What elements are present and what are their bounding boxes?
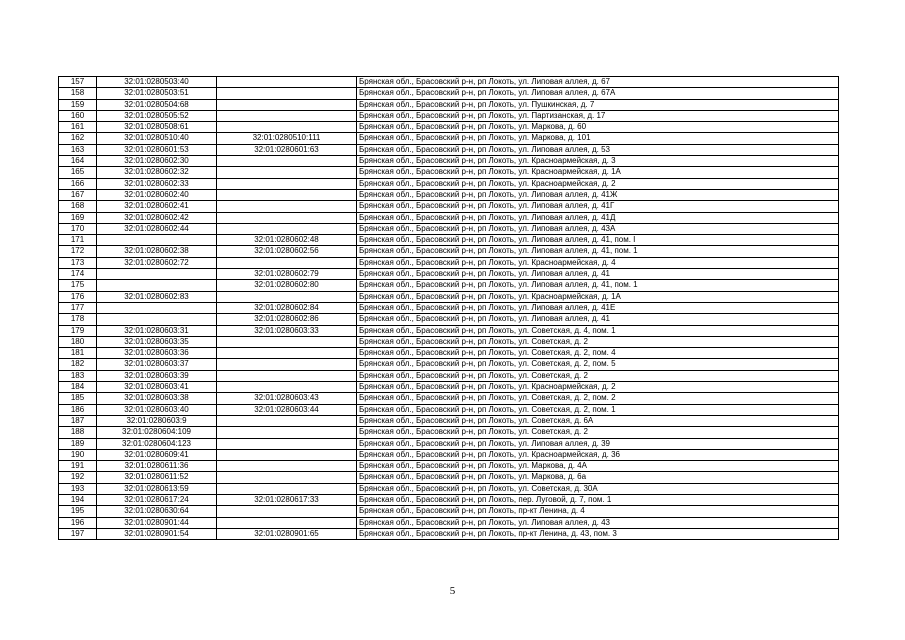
included-object-cell (217, 427, 357, 438)
table-row (59, 122, 839, 133)
included-object-cell: 32:01:0280603:43 (217, 393, 357, 404)
page-number: 5 (449, 585, 456, 597)
cadastral-number-cell: 32:01:0280901:54 (97, 528, 217, 539)
cadastral-number-cell: 32:01:0280602:42 (97, 212, 217, 223)
address-cell: Брянская обл., Брасовский р-н, рп Локоть, ул. Липовая аллея, д. 41Д (357, 212, 839, 223)
row-number-cell: 158 (59, 88, 97, 99)
row-number-cell: 174 (59, 269, 97, 280)
included-object-cell (217, 88, 357, 99)
row-number-cell: 171 (59, 235, 97, 246)
address-cell: Брянская обл., Брасовский р-н, рп Локоть, ул. Липовая аллея, д. 41Е (357, 302, 839, 313)
cadastral-number-cell: 32:01:0280901:44 (97, 517, 217, 528)
included-object-cell (217, 201, 357, 212)
included-object-cell (217, 291, 357, 302)
included-object-cell (217, 382, 357, 393)
included-object-cell (217, 359, 357, 370)
table-row (59, 269, 839, 280)
included-object-cell (217, 223, 357, 234)
table-row (59, 483, 839, 494)
table-row (59, 167, 839, 178)
row-number-cell: 181 (59, 348, 97, 359)
included-object-cell: 32:01:0280602:56 (217, 246, 357, 257)
included-object-cell (217, 438, 357, 449)
table-row (59, 246, 839, 257)
address-cell: Брянская обл., Брасовский р-н, рп Локоть, ул. Липовая аллея, д. 39 (357, 438, 839, 449)
row-number-cell: 184 (59, 382, 97, 393)
table-row (59, 212, 839, 223)
address-cell: Брянская обл., Брасовский р-н, рп Локоть, ул. Советская, д. 4, пом. 1 (357, 325, 839, 336)
table-row (59, 370, 839, 381)
row-number-cell: 186 (59, 404, 97, 415)
row-number-cell: 178 (59, 314, 97, 325)
included-object-cell (217, 472, 357, 483)
included-object-cell (217, 99, 357, 110)
row-number-cell: 163 (59, 144, 97, 155)
address-cell: Брянская обл., Брасовский р-н, рп Локоть, ул. Липовая аллея, д. 41Г (357, 201, 839, 212)
cadastral-number-cell: 32:01:0280609:41 (97, 449, 217, 460)
row-number-cell: 175 (59, 280, 97, 291)
row-number-cell: 157 (59, 77, 97, 88)
table-row (59, 415, 839, 426)
table-row (59, 325, 839, 336)
address-cell: Брянская обл., Брасовский р-н, рп Локоть, ул. Партизанская, д. 17 (357, 110, 839, 121)
row-number-cell: 185 (59, 393, 97, 404)
address-cell: Брянская обл., Брасовский р-н, рп Локоть, ул. Советская, д. 2 (357, 336, 839, 347)
row-number-cell: 180 (59, 336, 97, 347)
cadastral-number-cell: 32:01:0280602:38 (97, 246, 217, 257)
cadastral-number-cell: 32:01:0280602:33 (97, 178, 217, 189)
included-object-cell: 32:01:0280601:63 (217, 144, 357, 155)
included-object-cell: 32:01:0280603:33 (217, 325, 357, 336)
cadastral-number-cell: 32:01:0280601:53 (97, 144, 217, 155)
cadastral-number-cell: 32:01:0280613:59 (97, 483, 217, 494)
address-cell: Брянская обл., Брасовский р-н, рп Локоть, ул. Советская, д. 2 (357, 370, 839, 381)
address-cell: Брянская обл., Брасовский р-н, рп Локоть, ул. Липовая аллея, д. 67А (357, 88, 839, 99)
row-number-cell: 193 (59, 483, 97, 494)
included-object-cell (217, 178, 357, 189)
row-number-cell: 182 (59, 359, 97, 370)
address-cell: Брянская обл., Брасовский р-н, рп Локоть, ул. Советская, д. 2, пом. 1 (357, 404, 839, 415)
included-object-cell (217, 517, 357, 528)
included-object-cell (217, 122, 357, 133)
address-cell: Брянская обл., Брасовский р-н, рп Локоть, ул. Маркова, д. 60 (357, 122, 839, 133)
cadastral-number-cell: 32:01:0280611:52 (97, 472, 217, 483)
row-number-cell: 196 (59, 517, 97, 528)
address-cell: Брянская обл., Брасовский р-н, рп Локоть, ул. Советская, д. 30А (357, 483, 839, 494)
row-number-cell: 176 (59, 291, 97, 302)
row-number-cell: 166 (59, 178, 97, 189)
included-object-cell (217, 370, 357, 381)
cadastral-number-cell: 32:01:0280602:44 (97, 223, 217, 234)
row-number-cell: 195 (59, 506, 97, 517)
included-object-cell (217, 506, 357, 517)
included-object-cell (217, 348, 357, 359)
table-row (59, 133, 839, 144)
row-number-cell: 189 (59, 438, 97, 449)
cadastral-number-cell (97, 269, 217, 280)
included-object-cell: 32:01:0280617:33 (217, 494, 357, 505)
table-row (59, 302, 839, 313)
table-row (59, 257, 839, 268)
cadastral-number-cell: 32:01:0280603:35 (97, 336, 217, 347)
registry-table (58, 76, 839, 540)
address-cell: Брянская обл., Брасовский р-н, рп Локоть, ул. Советская, д. 2, пом. 4 (357, 348, 839, 359)
table-row (59, 201, 839, 212)
cadastral-number-cell (97, 235, 217, 246)
address-cell: Брянская обл., Брасовский р-н, рп Локоть, ул. Липовая аллея, д. 53 (357, 144, 839, 155)
table-row (59, 88, 839, 99)
cadastral-number-cell: 32:01:0280503:51 (97, 88, 217, 99)
cadastral-number-cell: 32:01:0280603:9 (97, 415, 217, 426)
cadastral-number-cell: 32:01:0280603:37 (97, 359, 217, 370)
row-number-cell: 188 (59, 427, 97, 438)
table-row (59, 427, 839, 438)
row-number-cell: 165 (59, 167, 97, 178)
cadastral-number-cell: 32:01:0280504:68 (97, 99, 217, 110)
address-cell: Брянская обл., Брасовский р-н, рп Локоть, ул. Красноармейская, д. 1А (357, 167, 839, 178)
cadastral-number-cell: 32:01:0280602:30 (97, 156, 217, 167)
table-row (59, 382, 839, 393)
address-cell: Брянская обл., Брасовский р-н, рп Локоть, пр-кт Ленина, д. 4 (357, 506, 839, 517)
included-object-cell: 32:01:0280602:79 (217, 269, 357, 280)
row-number-cell: 170 (59, 223, 97, 234)
row-number-cell: 192 (59, 472, 97, 483)
included-object-cell: 32:01:0280602:48 (217, 235, 357, 246)
included-object-cell (217, 415, 357, 426)
table-row (59, 348, 839, 359)
cadastral-number-cell: 32:01:0280603:38 (97, 393, 217, 404)
included-object-cell (217, 77, 357, 88)
table-row (59, 472, 839, 483)
row-number-cell: 194 (59, 494, 97, 505)
row-number-cell: 173 (59, 257, 97, 268)
cadastral-number-cell: 32:01:0280505:52 (97, 110, 217, 121)
address-cell: Брянская обл., Брасовский р-н, рп Локоть, ул. Липовая аллея, д. 67 (357, 77, 839, 88)
address-cell: Брянская обл., Брасовский р-н, рп Локоть, ул. Советская, д. 6А (357, 415, 839, 426)
table-row (59, 449, 839, 460)
table-row (59, 77, 839, 88)
included-object-cell: 32:01:0280602:86 (217, 314, 357, 325)
table-row (59, 506, 839, 517)
address-cell: Брянская обл., Брасовский р-н, рп Локоть, ул. Красноармейская, д. 1А (357, 291, 839, 302)
cadastral-number-cell: 32:01:0280508:61 (97, 122, 217, 133)
row-number-cell: 179 (59, 325, 97, 336)
cadastral-number-cell: 32:01:0280630:64 (97, 506, 217, 517)
table-row (59, 235, 839, 246)
registry-table-body (59, 77, 839, 540)
cadastral-number-cell: 32:01:0280603:39 (97, 370, 217, 381)
cadastral-number-cell: 32:01:0280602:83 (97, 291, 217, 302)
table-row (59, 99, 839, 110)
address-cell: Брянская обл., Брасовский р-н, рп Локоть, ул. Советская, д. 2, пом. 2 (357, 393, 839, 404)
table-row (59, 144, 839, 155)
address-cell: Брянская обл., Брасовский р-н, рп Локоть, ул. Липовая аллея, д. 41, пом. I (357, 235, 839, 246)
address-cell: Брянская обл., Брасовский р-н, рп Локоть, ул. Липовая аллея, д. 41, пом. 1 (357, 246, 839, 257)
included-object-cell (217, 189, 357, 200)
cadastral-number-cell: 32:01:0280602:32 (97, 167, 217, 178)
cadastral-number-cell: 32:01:0280602:41 (97, 201, 217, 212)
included-object-cell (217, 212, 357, 223)
included-object-cell: 32:01:0280602:80 (217, 280, 357, 291)
address-cell: Брянская обл., Брасовский р-н, рп Локоть, ул. Маркова, д. 6а (357, 472, 839, 483)
table-row (59, 178, 839, 189)
table-row (59, 461, 839, 472)
included-object-cell (217, 336, 357, 347)
row-number-cell: 183 (59, 370, 97, 381)
table-row (59, 156, 839, 167)
included-object-cell (217, 167, 357, 178)
row-number-cell: 162 (59, 133, 97, 144)
row-number-cell: 161 (59, 122, 97, 133)
row-number-cell: 160 (59, 110, 97, 121)
address-cell: Брянская обл., Брасовский р-н, рп Локоть, ул. Липовая аллея, д. 41, пом. 1 (357, 280, 839, 291)
table-row (59, 438, 839, 449)
cadastral-number-cell: 32:01:0280604:123 (97, 438, 217, 449)
table-row (59, 359, 839, 370)
row-number-cell: 177 (59, 302, 97, 313)
address-cell: Брянская обл., Брасовский р-н, рп Локоть, ул. Маркова, д. 4А (357, 461, 839, 472)
included-object-cell: 32:01:0280510:111 (217, 133, 357, 144)
included-object-cell (217, 461, 357, 472)
included-object-cell (217, 257, 357, 268)
address-cell: Брянская обл., Брасовский р-н, рп Локоть, ул. Липовая аллея, д. 41 (357, 314, 839, 325)
address-cell: Брянская обл., Брасовский р-н, рп Локоть, ул. Пушкинская, д. 7 (357, 99, 839, 110)
table-row (59, 280, 839, 291)
included-object-cell (217, 483, 357, 494)
cadastral-number-cell: 32:01:0280603:36 (97, 348, 217, 359)
included-object-cell (217, 449, 357, 460)
cadastral-number-cell: 32:01:0280617:24 (97, 494, 217, 505)
address-cell: Брянская обл., Брасовский р-н, рп Локоть, пр-кт Ленина, д. 43, пом. 3 (357, 528, 839, 539)
included-object-cell (217, 110, 357, 121)
table-row (59, 223, 839, 234)
address-cell: Брянская обл., Брасовский р-н, рп Локоть, ул. Липовая аллея, д. 41 (357, 269, 839, 280)
address-cell: Брянская обл., Брасовский р-н, рп Локоть, ул. Красноармейская, д. 3 (357, 156, 839, 167)
cadastral-number-cell: 32:01:0280510:40 (97, 133, 217, 144)
table-row (59, 393, 839, 404)
table-row (59, 314, 839, 325)
address-cell: Брянская обл., Брасовский р-н, рп Локоть, ул. Липовая аллея, д. 41Ж (357, 189, 839, 200)
address-cell: Брянская обл., Брасовский р-н, рп Локоть, ул. Липовая аллея, д. 43А (357, 223, 839, 234)
included-object-cell (217, 156, 357, 167)
cadastral-number-cell (97, 314, 217, 325)
table-row (59, 291, 839, 302)
table-row (59, 336, 839, 347)
address-cell: Брянская обл., Брасовский р-н, рп Локоть, ул. Красноармейская, д. 36 (357, 449, 839, 460)
cadastral-number-cell (97, 302, 217, 313)
row-number-cell: 197 (59, 528, 97, 539)
address-cell: Брянская обл., Брасовский р-н, рп Локоть, ул. Маркова, д. 101 (357, 133, 839, 144)
included-object-cell: 32:01:0280602:84 (217, 302, 357, 313)
row-number-cell: 168 (59, 201, 97, 212)
included-object-cell: 32:01:0280901:65 (217, 528, 357, 539)
cadastral-number-cell: 32:01:0280611:36 (97, 461, 217, 472)
table-row (59, 528, 839, 539)
cadastral-number-cell: 32:01:0280603:41 (97, 382, 217, 393)
address-cell: Брянская обл., Брасовский р-н, рп Локоть, ул. Липовая аллея, д. 43 (357, 517, 839, 528)
address-cell: Брянская обл., Брасовский р-н, рп Локоть, ул. Красноармейская, д. 2 (357, 382, 839, 393)
address-cell: Брянская обл., Брасовский р-н, рп Локоть, ул. Красноармейская, д. 4 (357, 257, 839, 268)
row-number-cell: 169 (59, 212, 97, 223)
address-cell: Брянская обл., Брасовский р-н, рп Локоть, ул. Советская, д. 2 (357, 427, 839, 438)
cadastral-number-cell: 32:01:0280602:72 (97, 257, 217, 268)
cadastral-number-cell: 32:01:0280503:40 (97, 77, 217, 88)
row-number-cell: 172 (59, 246, 97, 257)
cadastral-number-cell (97, 280, 217, 291)
cadastral-number-cell: 32:01:0280603:31 (97, 325, 217, 336)
row-number-cell: 190 (59, 449, 97, 460)
table-row (59, 110, 839, 121)
row-number-cell: 191 (59, 461, 97, 472)
cadastral-number-cell: 32:01:0280602:40 (97, 189, 217, 200)
included-object-cell: 32:01:0280603:44 (217, 404, 357, 415)
table-row (59, 189, 839, 200)
row-number-cell: 159 (59, 99, 97, 110)
table-row (59, 494, 839, 505)
address-cell: Брянская обл., Брасовский р-н, рп Локоть, ул. Красноармейская, д. 2 (357, 178, 839, 189)
row-number-cell: 167 (59, 189, 97, 200)
cadastral-number-cell: 32:01:0280604:109 (97, 427, 217, 438)
table-row (59, 404, 839, 415)
address-cell: Брянская обл., Брасовский р-н, рп Локоть, пер. Луговой, д. 7, пом. 1 (357, 494, 839, 505)
row-number-cell: 164 (59, 156, 97, 167)
row-number-cell: 187 (59, 415, 97, 426)
address-cell: Брянская обл., Брасовский р-н, рп Локоть, ул. Советская, д. 2, пом. 5 (357, 359, 839, 370)
table-row (59, 517, 839, 528)
cadastral-number-cell: 32:01:0280603:40 (97, 404, 217, 415)
